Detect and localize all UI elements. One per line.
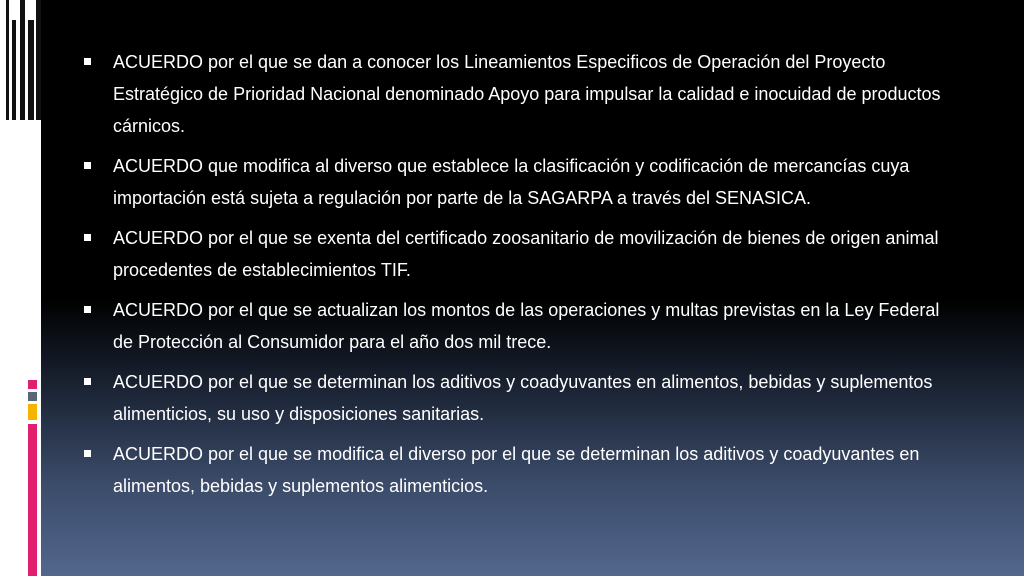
decorative-stripe — [28, 20, 34, 120]
accent-block-yellow — [28, 404, 37, 420]
square-bullet-icon — [84, 450, 91, 457]
accent-bar-pink — [28, 424, 37, 576]
decorative-stripe — [12, 20, 16, 120]
list-item — [84, 438, 964, 502]
list-item — [84, 222, 964, 286]
list-item-text: ACUERDO por el que se actualizan los montos de las operaciones y multas previstas en la Ley Federal de Protección al Consumidor para el año dos mil trece. — [113, 300, 940, 352]
list-item — [84, 150, 964, 214]
square-bullet-icon — [84, 306, 91, 313]
square-bullet-icon — [84, 162, 91, 169]
decorative-stripe — [20, 0, 25, 120]
list-item-text: ACUERDO que modifica al diverso que establece la clasificación y codificación de mercancías cuya importación está sujeta a regulación por parte de la SAGARPA a través del SENASICA. — [113, 156, 910, 208]
decorative-side-band — [0, 0, 41, 576]
list-item-text: ACUERDO por el que se dan a conocer los Lineamientos Especificos de Operación del Proyecto Estratégico de Prioridad Nacional denominado Apoyo para impulsar la calidad e inocuidad de productos cárnicos. — [113, 52, 941, 136]
square-bullet-icon — [84, 58, 91, 65]
list-item — [84, 366, 964, 430]
list-item — [84, 294, 964, 358]
accent-block-gray — [28, 392, 37, 401]
list-item-text: ACUERDO por el que se determinan los aditivos y coadyuvantes en alimentos, bebidas y suplementos alimenticios, su uso y disposiciones sanitarias. — [113, 372, 933, 424]
list-item-text: ACUERDO por el que se modifica el diverso por el que se determinan los aditivos y coadyuvantes en alimentos, bebidas y suplementos alimenticios. — [113, 444, 920, 496]
square-bullet-icon — [84, 378, 91, 385]
bullet-list — [84, 46, 964, 510]
square-bullet-icon — [84, 234, 91, 241]
decorative-stripe — [6, 0, 9, 120]
accent-block-pink — [28, 380, 37, 389]
list-item — [84, 46, 964, 142]
list-item-text: ACUERDO por el que se exenta del certificado zoosanitario de movilización de bienes de origen animal procedentes de establecimientos TIF. — [113, 228, 939, 280]
decorative-stripe — [36, 0, 41, 120]
